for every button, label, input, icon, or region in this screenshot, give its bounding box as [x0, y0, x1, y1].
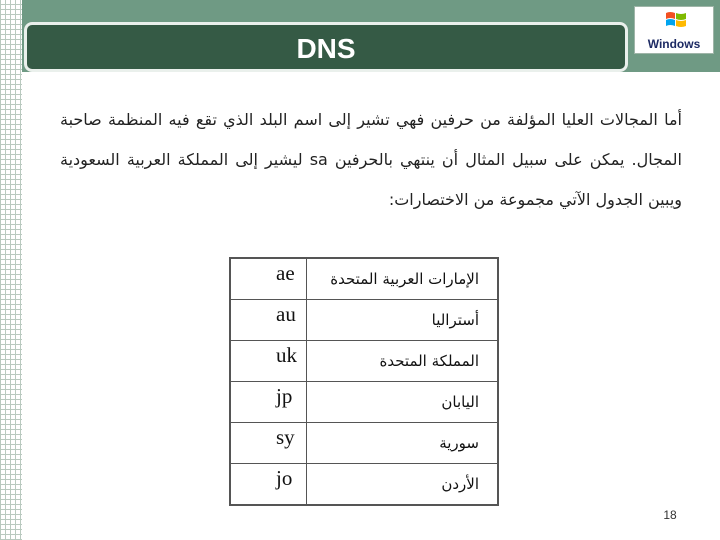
domain-code: jo [230, 464, 307, 506]
country-name: اليابان [307, 382, 498, 423]
country-name: سورية [307, 423, 498, 464]
table-row [230, 341, 498, 382]
table-row [230, 258, 498, 300]
country-name: المملكة المتحدة [307, 341, 498, 382]
body-paragraph: أما المجالات العليا المؤلفة من حرفين فهي تشير إلى اسم البلد الذي تقع فيه المنظمة صاحبة المجال. يمكن على سبيل المثال أن ينتهي بالحرفين sa ليشير إلى المملكة العربية السعودية ويبين الجدول الآتي مجموعة من الاختصارات: [60, 110, 682, 209]
domain-code: jp [230, 382, 307, 423]
domain-code: uk [230, 341, 307, 382]
logo-text: Windows [647, 37, 701, 51]
decorative-grid [0, 0, 22, 540]
slide-title: DNS [296, 33, 356, 64]
table-row [230, 464, 498, 506]
windows-flag-icon [665, 9, 687, 31]
table-row [230, 423, 498, 464]
page-number: 18 [663, 508, 677, 522]
domain-code: ae [230, 258, 307, 300]
country-name: الإمارات العربية المتحدة [307, 258, 498, 300]
table-row [230, 382, 498, 423]
country-name: أستراليا [307, 300, 498, 341]
windows-logo [634, 6, 714, 54]
domain-code: sy [230, 423, 307, 464]
table-row [230, 300, 498, 341]
country-name: الأردن [307, 464, 498, 506]
domain-code: au [230, 300, 307, 341]
domain-table [229, 257, 499, 506]
